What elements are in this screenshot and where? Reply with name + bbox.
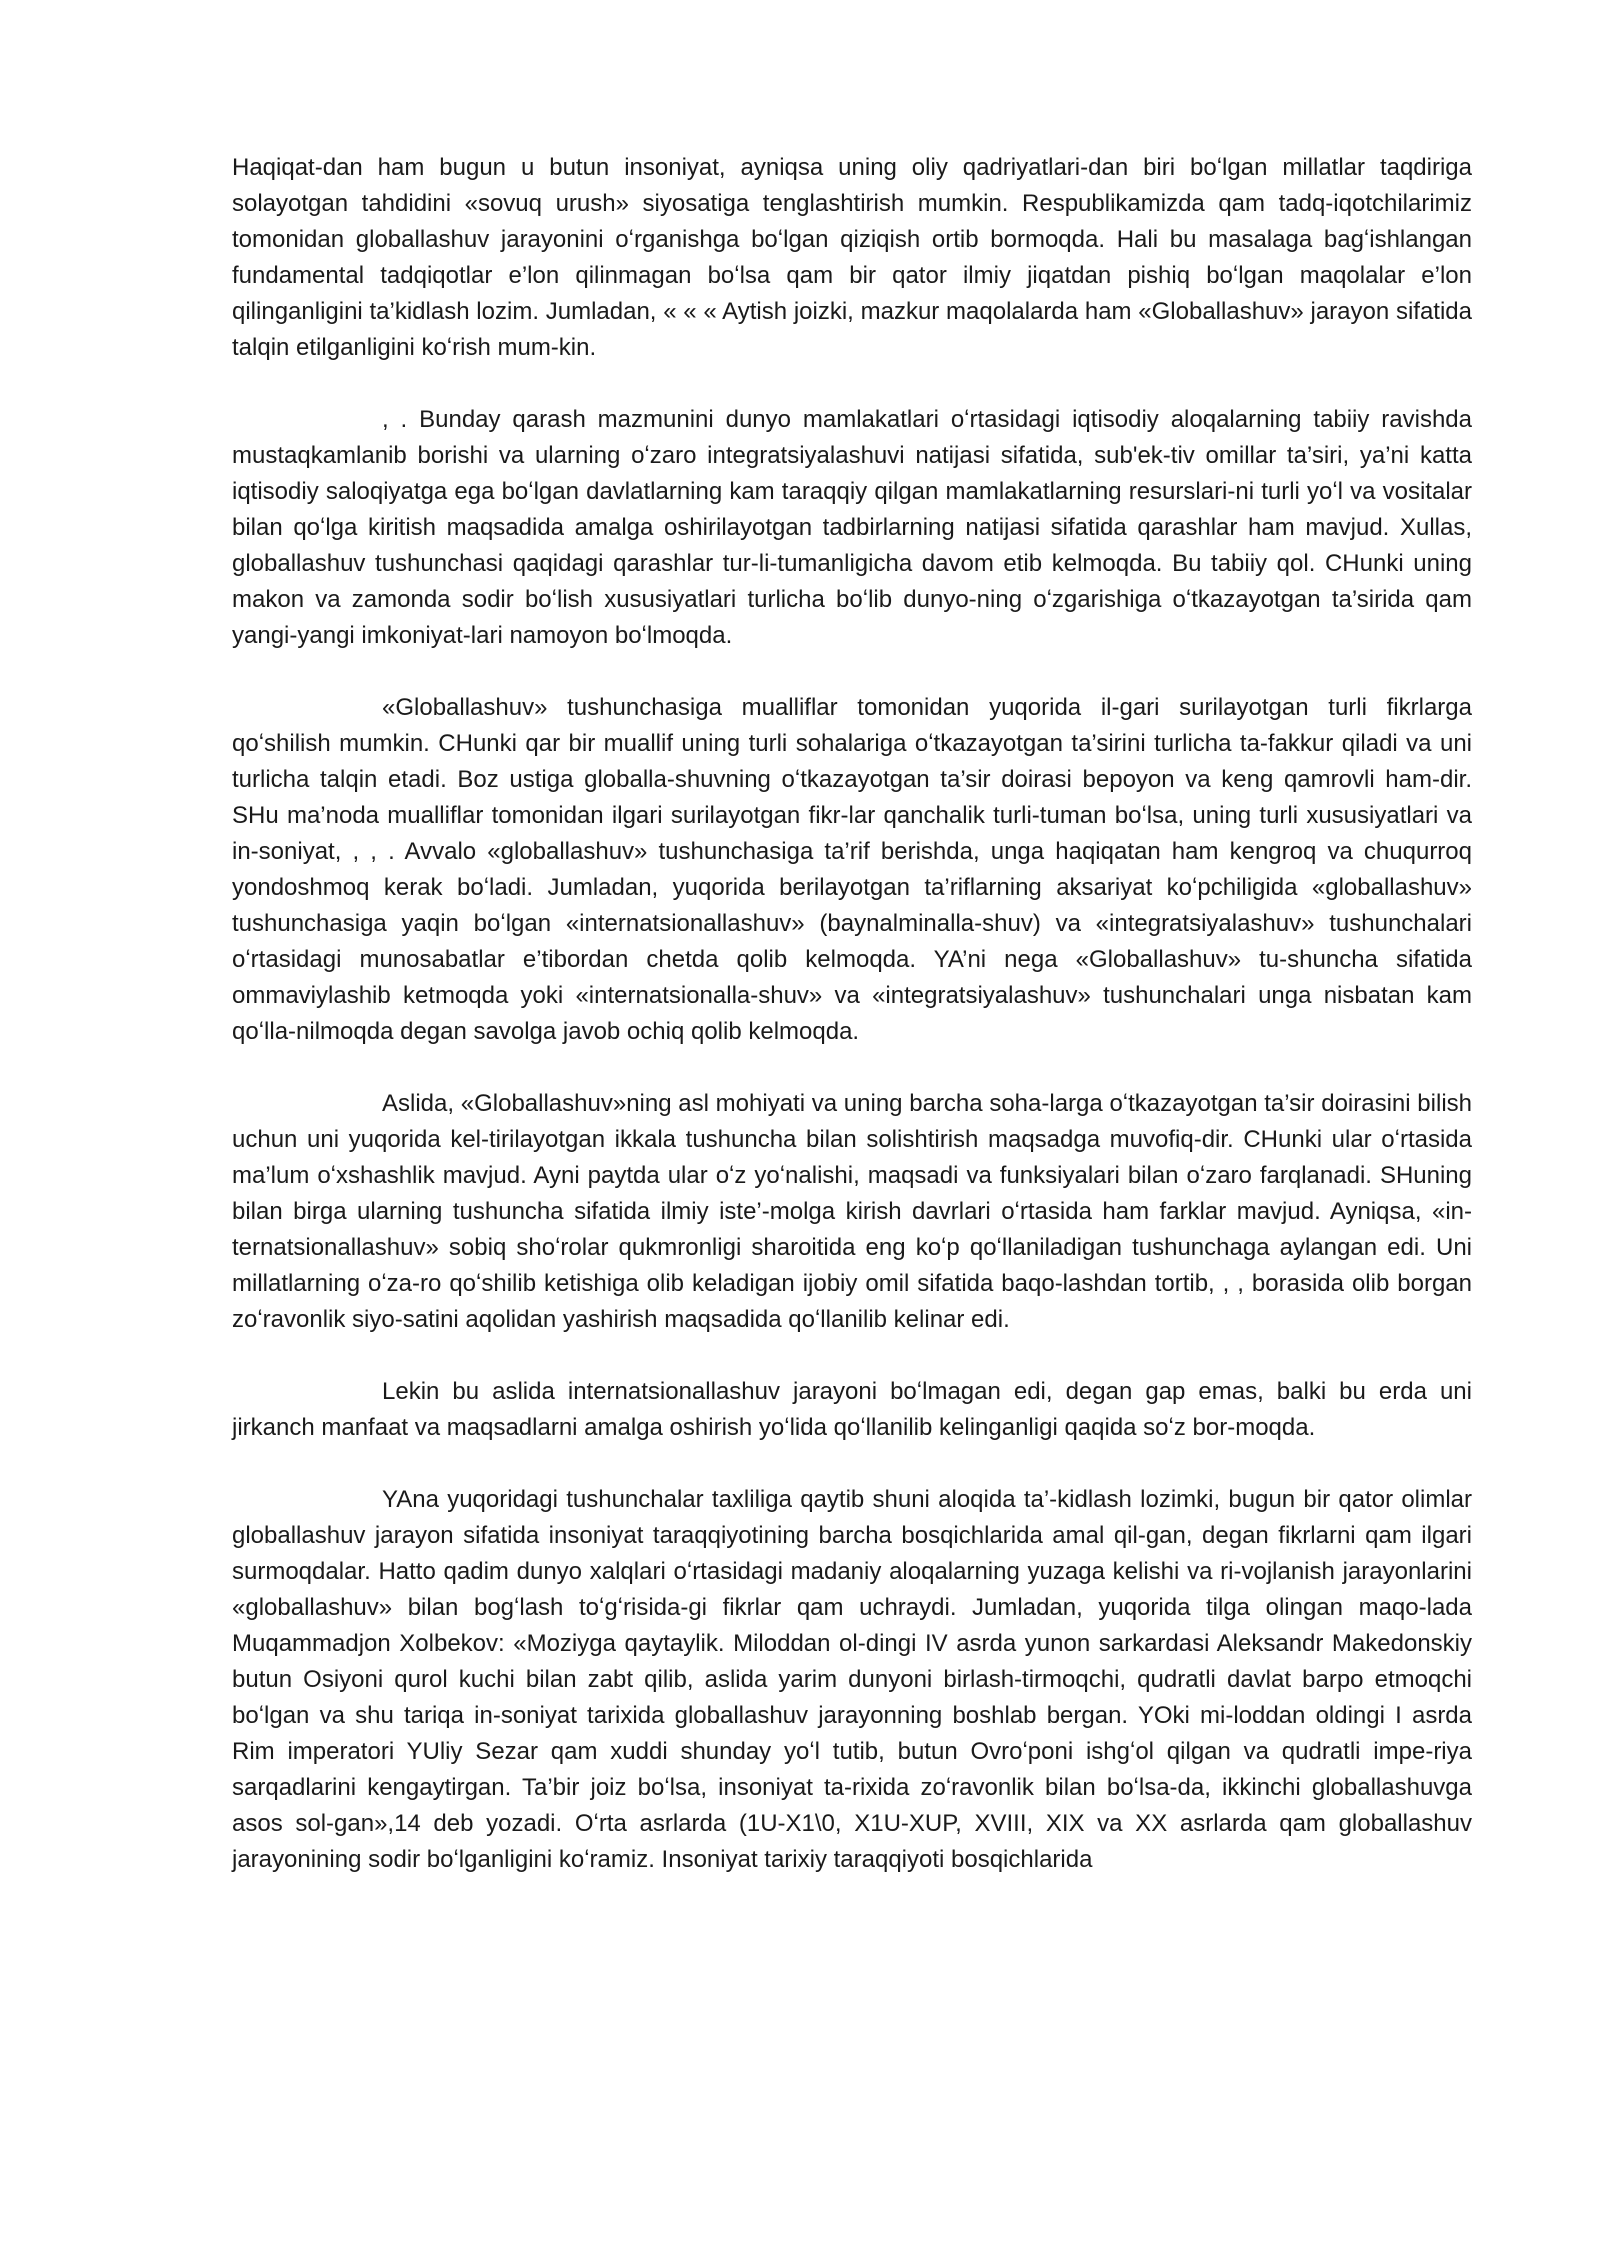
paragraph-3: «Globallashuv» tushunchasiga mualliflar tomonidan yuqorida il-gari surilayotgan turli fikrlarga qoʻshilish mumkin. CHunki qar bir muallif uning turli sohalariga oʻtkazayotgan ta’sirini turlicha ta-fakkur qiladi va uni turlicha talqin etadi. Boz ustiga globalla-shuvning oʻtkazayotgan ta’sir doirasi bepoyon va keng qamrovli ham-dir. SHu ma’noda mualliflar tomonidan ilgari surilayotgan fikr-lar qanchalik turli-tuman boʻlsa, uning turli xususiyatlari va in-soniyat, , , . Avvalo «globallashuv» tushunchasiga ta’rif berishda, unga haqiqatan ham kengroq va chuqurroq yondoshmoq kerak boʻladi. Jumladan, yuqorida berilayotgan ta’riflarning aksariyat koʻpchiligida «globallashuv» tushunchasiga yaqin boʻlgan «internatsionallashuv» (baynalminalla-shuv) va «integratsiyalashuv» tushunchalari oʻrtasidagi munosabatlar e’tibordan chetda qolib kelmoqda. YA’ni nega «Globallashuv» tu-shuncha sifatida ommaviylashib ketmoqda yoki «internatsionalla-shuv» va «integratsiyalashuv» tushunchalari unga nisbatan kam qoʻlla-nilmoqda degan savolga javob ochiq qolib kelmoqda. [232,694,1472,1045]
paragraph-2: , . Bunday qarash mazmunini dunyo mamlakatlari oʻrtasidagi iqtisodiy aloqalarning tabiiy ravishda mustaqkamlanib borishi va ularning oʻzaro integratsiyalashuvi natijasi sifatida, sub'ek-tiv omillar ta’siri, ya’ni katta iqtisodiy saloqiyatga ega boʻlgan davlatlarning kam taraqqiy qilgan mamlakatlarning resurslari-ni turli yoʻl va vositalar bilan qoʻlga kiritish maqsadida amalga oshirilayotgan tadbirlarning natijasi sifatida qarashlar ham mavjud. Xullas, globallashuv tushunchasi qaqidagi qarashlar tur-li-tumanligicha davom etib kelmoqda. Bu tabiiy qol. CHunki uning makon va zamonda sodir boʻlish xususiyatlari turlicha boʻlib dunyo-ning oʻzgarishiga oʻtkazayotgan ta’sirida qam yangi-yangi imkoniyat-lari namoyon boʻlmoqda. [232,406,1472,649]
paragraph-6: YAna yuqoridagi tushunchalar taxliliga qaytib shuni aloqida ta’-kidlash lozimki, bugun bir qator olimlar globallashuv jarayon sifatida insoniyat taraqqiyotining barcha bosqichlarida amal qil-gan, degan fikrlarni qam ilgari surmoqdalar. Hatto qadim dunyo xalqlari oʻrtasidagi madaniy aloqalarning yuzaga kelishi va ri-vojlanish jarayonlarini «globallashuv» bilan bogʻlash toʻgʻrisida-gi fikrlar qam uchraydi. Jumladan, yuqorida tilga olingan maqo-lada Muqammadjon Xolbekov: «Moziyga qaytaylik. Miloddan ol-dingi IV asrda yunon sarkardasi Aleksandr Makedonskiy butun Osiyoni qurol kuchi bilan zabt qilib, aslida yarim dunyoni birlash-tirmoqchi, qudratli davlat barpo etmoqchi boʻlgan va shu tariqa in-soniyat tarixida globallashuv jarayonning boshlab bergan. YOki mi-loddan oldingi I asrda Rim imperatori YUliy Sezar qam xuddi shunday yoʻl tutib, butun Ovroʻponi ishgʻol qilgan va qudratli impe-riya sarqadlarini kengaytirgan. Ta’bir joiz boʻlsa, insoniyat ta-rixida zoʻravonlik bilan boʻlsa-da, ikkinchi globallashuvga asos sol-gan»,14 deb yozadi. Oʻrta asrlarda (1U-X1\0, X1U-XUP, XVIII, XIX va XX asrlarda qam globallashuv jarayonining sodir boʻlganligini koʻramiz. Insoniyat tarixiy taraqqiyoti bosqichlarida [232,1486,1472,1873]
document-body [232,150,1472,1878]
paragraph-4: Aslida, «Globallashuv»ning asl mohiyati va uning barcha soha-larga oʻtkazayotgan ta’sir doirasini bilish uchun uni yuqorida kel-tirilayotgan ikkala tushuncha bilan solishtirish maqsadga muvofiq-dir. CHunki ular oʻrtasida ma’lum oʻxshashlik mavjud. Ayni paytda ular oʻz yoʻnalishi, maqsadi va funksiyalari bilan oʻzaro farqlanadi. SHuning bilan birga ularning tushuncha sifatida ilmiy iste’-molga kirish davrlari oʻrtasida ham farklar mavjud. Ayniqsa, «in-ternatsionallashuv» sobiq shoʻrolar qukmronligi sharoitida eng koʻp qoʻllaniladigan tushunchaga aylangan edi. Uni millatlarning oʻza-ro qoʻshilib ketishiga olib keladigan ijobiy omil sifatida baqo-lashdan tortib, , , borasida olib borgan zoʻravonlik siyo-satini aqolidan yashirish maqsadida qoʻllanilib kelinar edi. [232,1090,1472,1333]
paragraph-1: Haqiqat-dan ham bugun u butun insoniyat, ayniqsa uning oliy qadriyatlari-dan biri boʻlgan millatlar taqdiriga solayotgan tahdidini «sovuq urush» siyosatiga tenglashtirish mumkin. Respublikamizda qam tadq-iqotchilarimiz tomonidan globallashuv jarayonini oʻrganishga boʻlgan qiziqish ortib bormoqda. Hali bu masalaga bagʻishlangan fundamental tadqiqotlar e’lon qilinmagan boʻlsa qam bir qator ilmiy jiqatdan pishiq boʻlgan maqolalar e’lon qilinganligini ta’kidlash lozim. Jumladan, « « « Aytish joizki, mazkur maqolalarda ham «Globallashuv» jarayon sifatida talqin etilganligini koʻrish mum-kin. [232,154,1472,361]
paragraph-5: Lekin bu aslida internatsionallashuv jarayoni boʻlmagan edi, degan gap emas, balki bu erda uni jirkanch manfaat va maqsadlarni amalga oshirish yoʻlida qoʻllanilib kelinganligi qaqida soʻz bor-moqda. [232,1378,1472,1441]
